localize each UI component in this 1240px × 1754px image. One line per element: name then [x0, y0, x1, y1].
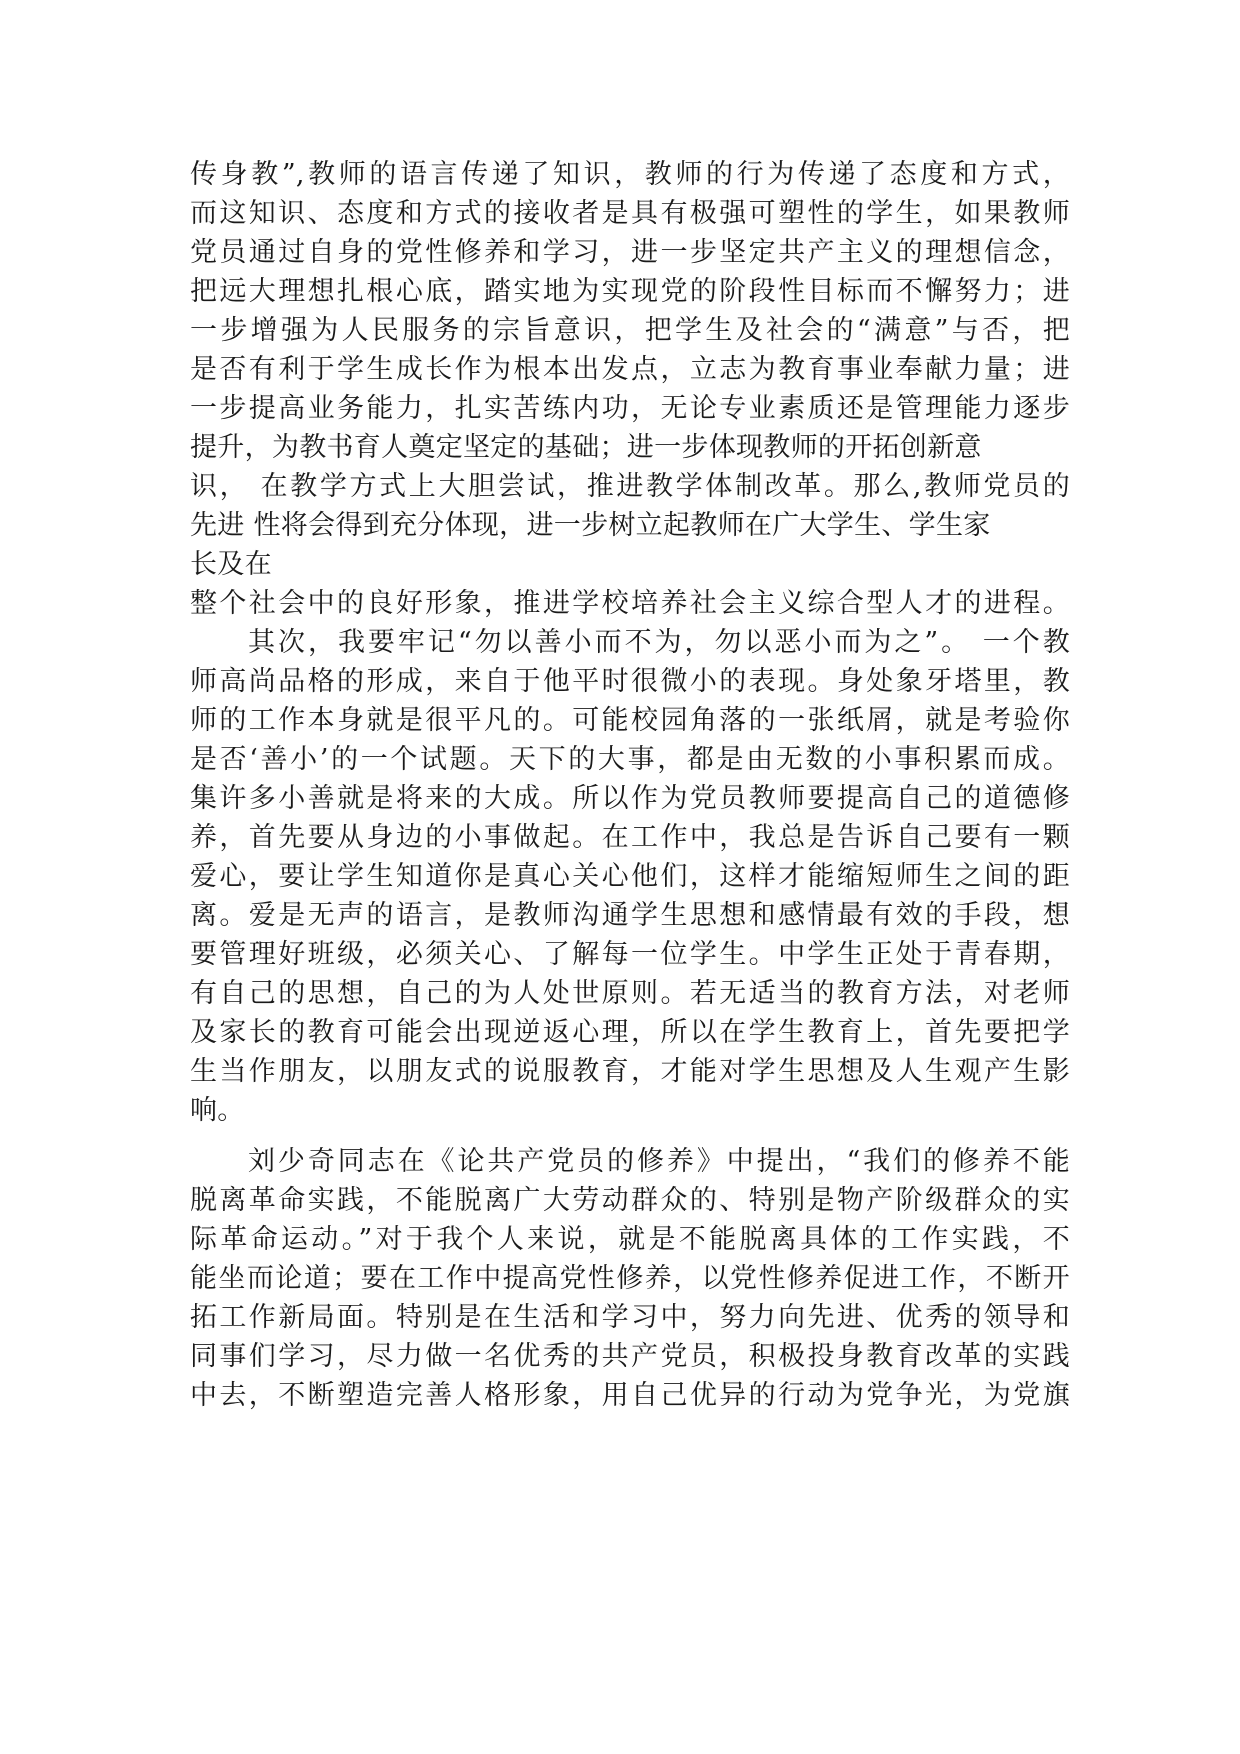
text-line: 刘少奇同志在《论共产党员的修养》中提出，“我们的修养不能	[248, 1146, 1070, 1177]
paragraph-3	[190, 1142, 1070, 1415]
paragraph-1	[190, 155, 1070, 623]
text-line: 中去，不断塑造完善人格形象，用自己优异的行动为党争光，为党旗	[190, 1380, 1070, 1411]
text-line: 其次，我要牢记“勿以善小而不为，勿以恶小而为之”。 一个教	[248, 627, 1070, 658]
text-line: 把远大理想扎根心底，踏实地为实现党的阶段性目标而不懈努力；进	[190, 276, 1070, 307]
text-line: 是否有利于学生成长作为根本出发点，立志为教育事业奉献力量；进	[190, 354, 1070, 385]
text-line: 传身教”,教师的语言传递了知识，教师的行为传递了态度和方式，	[190, 159, 1070, 190]
text-line: 是否‘善小’的一个试题。天下的大事，都是由无数的小事积累而成。	[190, 744, 1070, 775]
text-line: 一步增强为人民服务的宗旨意识，把学生及社会的“满意”与否，把	[190, 315, 1070, 346]
text-line: 生当作朋友，以朋友式的说服教育，才能对学生思想及人生观产生影	[190, 1056, 1070, 1087]
body-text	[190, 155, 1070, 1415]
text-line: 集许多小善就是将来的大成。所以作为党员教师要提高自己的道德修	[190, 783, 1070, 814]
text-line: 整个社会中的良好形象，推进学校培养社会主义综合型人才的进程。	[190, 588, 1070, 619]
text-line: 要管理好班级，必须关心、了解每一位学生。中学生正处于青春期，	[190, 939, 1070, 970]
text-line: 而这知识、态度和方式的接收者是具有极强可塑性的学生，如果教师	[190, 198, 1070, 229]
text-line: 响。	[190, 1095, 245, 1126]
text-line: 际革命运动。”对于我个人来说，就是不能脱离具体的工作实践，不	[190, 1224, 1070, 1255]
text-line: 一步提高业务能力，扎实苦练内功，无论专业素质还是管理能力逐步	[190, 393, 1070, 424]
paragraph-2	[190, 623, 1070, 1130]
text-line: 及家长的教育可能会出现逆返心理，所以在学生教育上，首先要把学	[190, 1017, 1070, 1048]
text-line: 师高尚品格的形成，来自于他平时很微小的表现。身处象牙塔里，教	[190, 666, 1070, 697]
text-line: 爱心，要让学生知道你是真心关心他们，这样才能缩短师生之间的距	[190, 861, 1070, 892]
text-line: 提升，为教书育人奠定坚定的基础；进一步体现教师的开拓创新意	[190, 432, 982, 463]
text-line: 识， 在教学方式上大胆尝试，推进教学体制改革。那么,教师党员的	[190, 471, 1070, 502]
text-line: 师的工作本身就是很平凡的。可能校园角落的一张纸屑，就是考验你	[190, 705, 1070, 736]
text-line: 脱离革命实践，不能脱离广大劳动群众的、特别是物产阶级群众的实	[190, 1185, 1070, 1216]
text-line: 离。爱是无声的语言，是教师沟通学生思想和感情最有效的手段，想	[190, 900, 1070, 931]
text-line: 养，首先要从身边的小事做起。在工作中，我总是告诉自己要有一颗	[190, 822, 1070, 853]
text-line: 能坐而论道；要在工作中提高党性修养，以党性修养促进工作，不断开	[190, 1263, 1070, 1294]
text-line: 先进 性将会得到充分体现，进一步树立起教师在广大学生、学生家	[190, 510, 991, 541]
text-line: 拓工作新局面。特别是在生活和学习中，努力向先进、优秀的领导和	[190, 1302, 1070, 1333]
text-line: 有自己的思想，自己的为人处世原则。若无适当的教育方法，对老师	[190, 978, 1070, 1009]
text-line: 同事们学习，尽力做一名优秀的共产党员，积极投身教育改革的实践	[190, 1341, 1070, 1372]
text-line: 党员通过自身的党性修养和学习，进一步坚定共产主义的理想信念，	[190, 237, 1070, 268]
text-line: 长及在	[190, 549, 272, 580]
